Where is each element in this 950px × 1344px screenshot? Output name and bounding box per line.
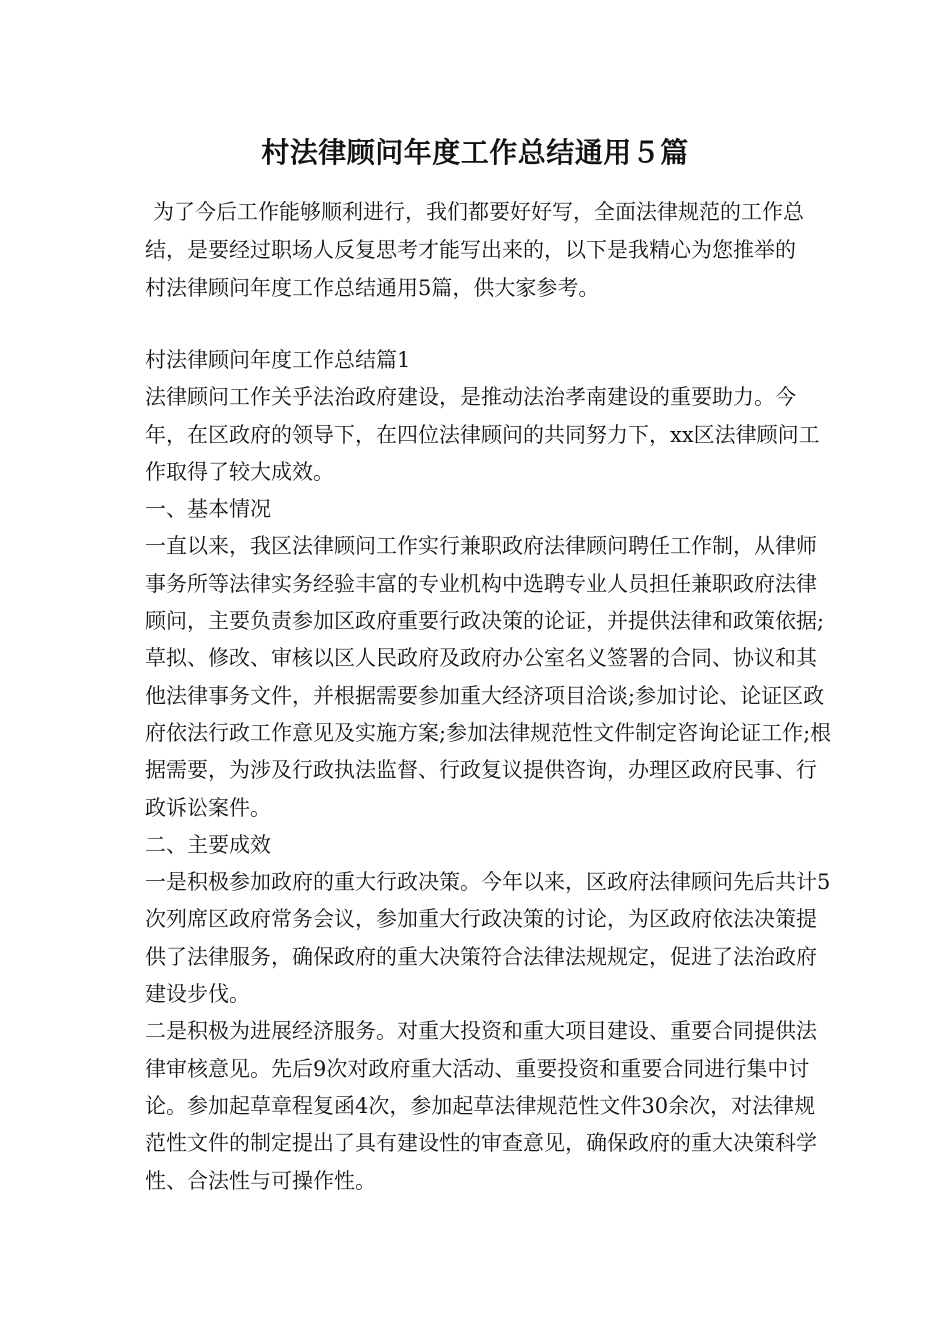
section-title: 村法律顾问年度工作总结篇1 bbox=[145, 348, 411, 372]
intro-block bbox=[145, 193, 815, 307]
document-body bbox=[145, 342, 835, 1200]
section-heading: 一、基本情况 bbox=[145, 497, 271, 522]
section-heading: 二、主要成效 bbox=[145, 832, 271, 857]
body-paragraph: 一是积极参加政府的重大行政决策。今年以来，区政府法律顾问先后共计5次列席区政府常务会议，参加重大行政决策的讨论，为区政府依法决策提供了法律服务，确保政府的重大决策符合法律法规规定，促进了法治政府建设步伐。 bbox=[145, 870, 831, 1007]
document-page bbox=[145, 0, 835, 1344]
body-paragraph: 一直以来，我区法律顾问工作实行兼职政府法律顾问聘任工作制，从律师事务所等法律实务经验丰富的专业机构中选聘专业人员担任兼职政府法律顾问，主要负责参加区政府重要行政决策的论证，并提供法律和政策依据;草拟、修改、审核以区人民政府及政府办公室名义签署的合同、协议和其他法律事务文件，并根据需要参加重大经济项目洽谈;参加讨论、论证区政府依法行政工作意见及实施方案;参加法律规范性文件制定咨询论证工作;根据需要，为涉及行政执法监督、行政复议提供咨询，办理区政府民事、行政诉讼案件。 bbox=[145, 534, 832, 820]
body-paragraph: 二是积极为进展经济服务。对重大投资和重大项目建设、重要合同提供法律审核意见。先后9次对政府重大活动、重要投资和重要合同进行集中讨论。参加起草章程复函4次，参加起草法律规范性文件30余次，对法律规范性文件的制定提出了具有建设性的审查意见，确保政府的重大决策科学性、合法性与可操作性。 bbox=[145, 1019, 817, 1193]
body-paragraph: 法律顾问工作关乎法治政府建设，是推动法治孝南建设的重要助力。今年，在区政府的领导下，在四位法律顾问的共同努力下，xx区法律顾问工作取得了较大成效。 bbox=[145, 385, 820, 484]
intro-paragraph: 为了今后工作能够顺利进行，我们都要好好写，全面法律规范的工作总结，是要经过职场人反复思考才能写出来的，以下是我精心为您推举的村法律顾问年度工作总结通用5篇，供大家参考。 bbox=[145, 200, 804, 300]
document-title: 村法律顾问年度工作总结通用５篇 bbox=[261, 136, 689, 169]
